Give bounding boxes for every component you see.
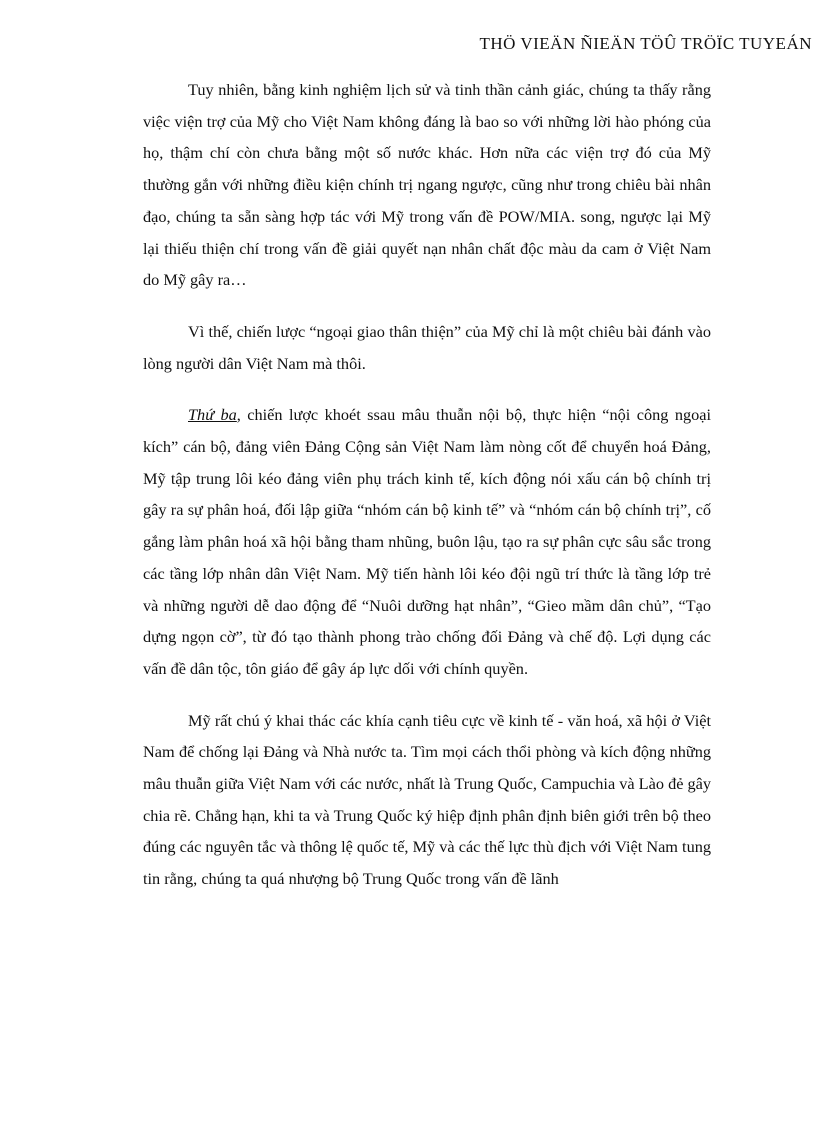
- paragraph-text: Mỹ rất chú ý khai thác các khía cạnh tiêu cực về kinh tế - văn hoá, xã hội ở Việt Nam để chống lại Đảng và Nhà nước ta. Tìm mọi cách thổi phòng và kích động những mâu thuẫn giữa Việt Nam với các nước, nhất là Trung Quốc, Campuchia và Lào đẻ gây chia rẽ. Chẳng hạn, khi ta và Trung Quốc ký hiệp định phân định biên giới trên bộ theo đúng các nguyên tắc và thông lệ quốc tế, Mỹ và các thế lực thù địch với Việt Nam tung tin rằng, chúng ta quá nhượng bộ Trung Quốc trong vấn đề lãnh: [143, 710, 712, 889]
- paragraph-text: Vì thế, chiến lược “ngoại giao thân thiện” của Mỹ chỉ là một chiêu bài đánh vào lòng người dân Việt Nam mà thôi.: [143, 321, 711, 373]
- section-lead: Thứ ba: [188, 405, 237, 425]
- paragraph-4: [143, 705, 711, 895]
- paragraph-text: Tuy nhiên, bằng kinh nghiệm lịch sử và tinh thần cảnh giác, chúng ta thấy rằng việc viện trợ của Mỹ cho Việt Nam không đáng là bao so với những lời hào phóng của họ, thậm chí còn chưa bằng một số nước khác. Hơn nữa các viện trợ đó của Mỹ thường gắn với những điều kiện chính trị ngang ngược, cũng như trong chiêu bài nhân đạo, chúng ta sẵn sàng hợp tác với Mỹ trong vấn đề POW/MIA. song, ngược lại Mỹ lại thiếu thiện chí trong vấn đề giải quyết nạn nhân chất độc màu da cam ở Việt Nam do Mỹ gây ra…: [143, 80, 711, 290]
- document-body: [143, 74, 711, 915]
- page-header-title: THÖ VIEÄN ÑIEÄN TÖÛ TRÖÏC TUYEÁN: [479, 34, 812, 53]
- paragraph-3: [143, 399, 711, 684]
- paragraph-1: [143, 74, 711, 296]
- paragraph-text: , chiến lược khoét ssau mâu thuẫn nội bộ, thực hiện “nội công ngoại kích” cán bộ, đảng viên Đảng Cộng sản Việt Nam làm nòng cốt để chuyển hoá Đảng, Mỹ tập trung lôi kéo đảng viên phụ trách kinh tế, kích động nói xấu cán bộ chính trị gây ra sự phân hoá, đối lập giữa “nhóm cán bộ kinh tế” và “nhóm cán bộ chính trị”, cố gắng làm phân hoá xã hội bằng tham nhũng, buôn lậu, tạo ra sự phân cực sâu sắc trong các tầng lớp nhân dân Việt Nam. Mỹ tiến hành lôi kéo đội ngũ trí thức là tầng lớp trẻ và những người dễ dao động để “Nuôi dưỡng hạt nhân”, “Gieo mầm dân chủ”, “Tạo dựng ngọn cờ”, từ đó tạo thành phong trào chống đối Đảng và chế độ. Lợi dụng các vấn đề dân tộc, tôn giáo để gây áp lực dối với chính quyền.: [143, 405, 712, 678]
- paragraph-2: [143, 316, 711, 379]
